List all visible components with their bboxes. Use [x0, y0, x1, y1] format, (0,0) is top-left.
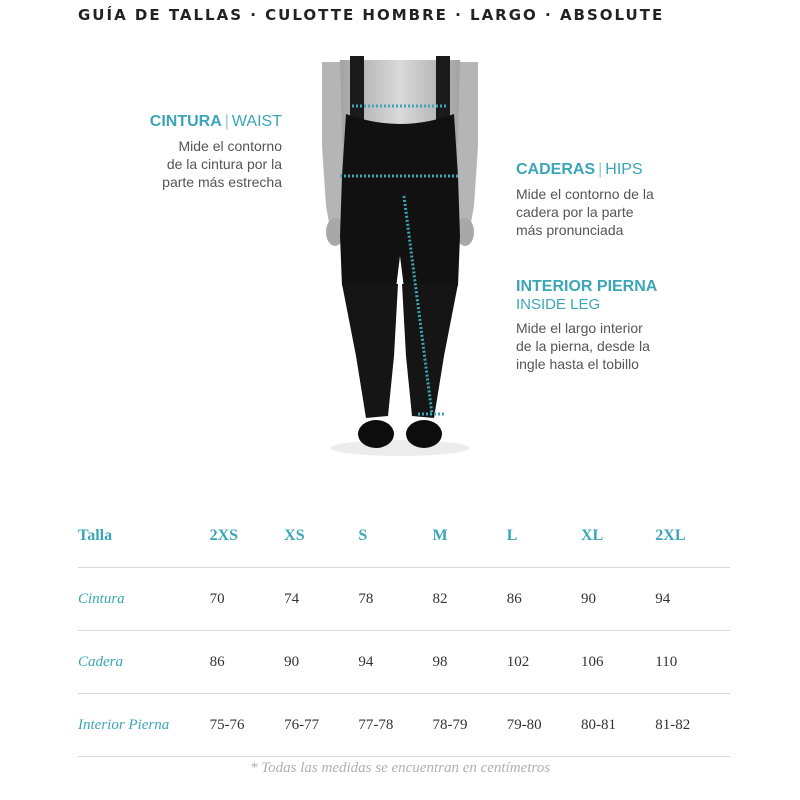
table-row: [78, 631, 730, 694]
row-label: Cintura: [78, 568, 210, 631]
table-cell: 110: [655, 631, 730, 694]
hips-separator: |: [598, 161, 603, 178]
table-cell: 90: [284, 631, 358, 694]
inside-leg-annotation: [516, 278, 657, 373]
table-cell: 86: [210, 631, 285, 694]
table-cell: 106: [581, 631, 655, 694]
header-label-talla: Talla: [78, 505, 210, 568]
size-header: XL: [581, 505, 655, 568]
footnote: * Todas las medidas se encuentran en centímetros: [249, 760, 551, 776]
waist-separator: |: [224, 113, 229, 130]
table-cell: 78: [358, 568, 432, 631]
table-cell: 86: [507, 568, 581, 631]
table-cell: 90: [581, 568, 655, 631]
row-label: Cadera: [78, 631, 210, 694]
table-cell: 79-80: [507, 694, 581, 757]
table-cell: 74: [284, 568, 358, 631]
hips-description: [516, 185, 654, 239]
hips-label-en: HIPS: [605, 161, 643, 178]
size-header: L: [507, 505, 581, 568]
size-header: M: [433, 505, 507, 568]
table-cell: 102: [507, 631, 581, 694]
hips-annotation: [516, 161, 654, 239]
waist-desc-line: parte más estrecha: [162, 174, 282, 190]
hips-desc-line: más pronunciada: [516, 222, 624, 238]
table-cell: 98: [433, 631, 507, 694]
hips-desc-line: Mide el contorno de la: [516, 186, 654, 202]
inside-leg-description: [516, 319, 657, 373]
size-header: 2XL: [655, 505, 730, 568]
hips-label: CADERAS: [516, 161, 596, 178]
table-cell: 75-76: [210, 694, 285, 757]
row-label: Interior Pierna: [78, 694, 210, 757]
hips-desc-line: cadera por la parte: [516, 204, 634, 220]
inside-leg-desc-line: ingle hasta el tobillo: [516, 356, 639, 372]
cyclist-figure-illustration: [300, 56, 500, 466]
waist-description: [150, 137, 282, 191]
inside-leg-desc-line: de la pierna, desde la: [516, 338, 650, 354]
table-cell: 70: [210, 568, 285, 631]
page-title: GUÍA DE TALLAS · CULOTTE HOMBRE · LARGO · ABSOLUTE: [78, 6, 665, 24]
table-cell: 94: [358, 631, 432, 694]
table-cell: 78-79: [433, 694, 507, 757]
table-header-row: [78, 505, 730, 568]
waist-desc-line: Mide el contorno: [178, 138, 282, 154]
table-row: [78, 568, 730, 631]
size-header: S: [358, 505, 432, 568]
inside-leg-desc-line: Mide el largo interior: [516, 320, 643, 336]
waist-label: CINTURA: [149, 113, 222, 130]
table-row: [78, 694, 730, 757]
size-header: 2XS: [210, 505, 285, 568]
size-table: [78, 505, 730, 757]
table-cell: 81-82: [655, 694, 730, 757]
table-cell: 94: [655, 568, 730, 631]
waist-label-en: WAIST: [231, 113, 282, 130]
table-cell: 77-78: [358, 694, 432, 757]
waist-desc-line: de la cintura por la: [166, 156, 282, 172]
table-cell: 80-81: [581, 694, 655, 757]
inside-leg-label: INTERIOR PIERNA: [516, 278, 658, 295]
inside-leg-label-en: INSIDE LEG: [516, 296, 601, 313]
table-cell: 82: [433, 568, 507, 631]
size-header: XS: [284, 505, 358, 568]
waist-annotation: [150, 113, 282, 191]
table-cell: 76-77: [284, 694, 358, 757]
